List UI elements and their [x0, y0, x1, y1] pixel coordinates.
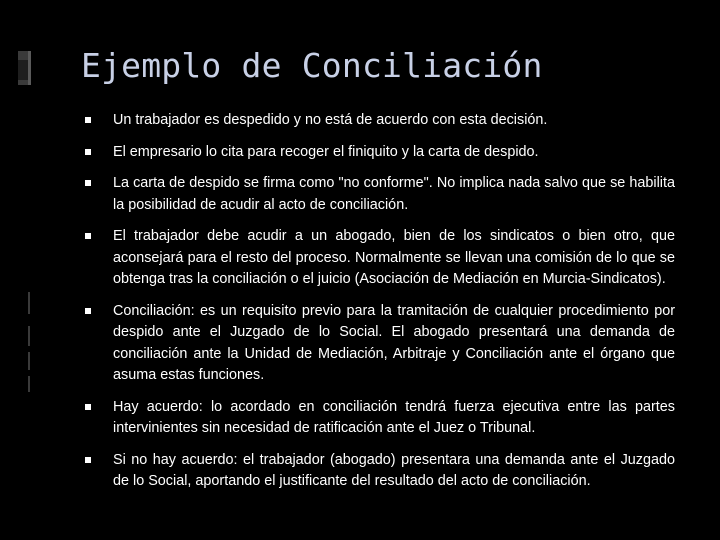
bullet-text: El trabajador debe acudir a un abogado, bien de los sindicatos o bien otro, que aconsejará para el resto del proceso. Normalmente se llevan una comisión de lo que se obtenga tras la conciliación o el juicio (Asociación de Mediación en Murcia-Sindicatos).	[113, 228, 675, 287]
square-bullet-icon	[85, 149, 91, 155]
bullet-item	[85, 450, 675, 493]
bullet-text: Hay acuerdo: lo acordado en conciliación tendrá fuerza ejecutiva entre las partes intervinientes sin necesidad de ratificación ante el Juez o Tribunal.	[113, 398, 675, 436]
decorative-bar	[28, 352, 30, 370]
bullet-item	[85, 142, 675, 164]
bullet-text: El empresario lo cita para recoger el finiquito y la carta de despido.	[113, 143, 539, 160]
decorative-bar	[28, 326, 30, 346]
square-bullet-icon	[85, 180, 91, 186]
bullet-text: Conciliación: es un requisito previo para la tramitación de cualquier procedimiento por despido ante el Juzgado de lo Social. El abogado presentará una demanda de conciliación ante la Unidad de Mediación, Arbitraje y Conciliación ante el órgano que asuma estas funciones.	[113, 302, 675, 383]
bullet-item	[85, 173, 675, 216]
bullet-text: Si no hay acuerdo: el trabajador (abogado) presentara una demanda ante el Juzgado de lo Social, aportando el justificante del resultado del acto de conciliación.	[113, 451, 675, 489]
square-bullet-icon	[85, 308, 91, 314]
slide-title: Ejemplo de Conciliación	[81, 46, 543, 85]
bullet-item	[85, 301, 675, 387]
bullet-text: Un trabajador es despedido y no está de acuerdo con esta decisión.	[113, 112, 548, 128]
bullet-item	[85, 397, 675, 440]
bullet-list	[85, 110, 675, 503]
bullet-item	[85, 110, 675, 132]
decorative-bar	[28, 51, 31, 85]
bullet-item	[85, 226, 675, 291]
decorative-bar	[28, 292, 30, 314]
bullet-text: La carta de despido se firma como "no conforme". No implica nada salvo que se habilita la posibilidad de acudir al acto de conciliación.	[113, 175, 675, 213]
square-bullet-icon	[85, 457, 91, 463]
square-bullet-icon	[85, 404, 91, 410]
square-bullet-icon	[85, 233, 91, 239]
decorative-bar	[28, 376, 30, 392]
square-bullet-icon	[85, 117, 91, 123]
